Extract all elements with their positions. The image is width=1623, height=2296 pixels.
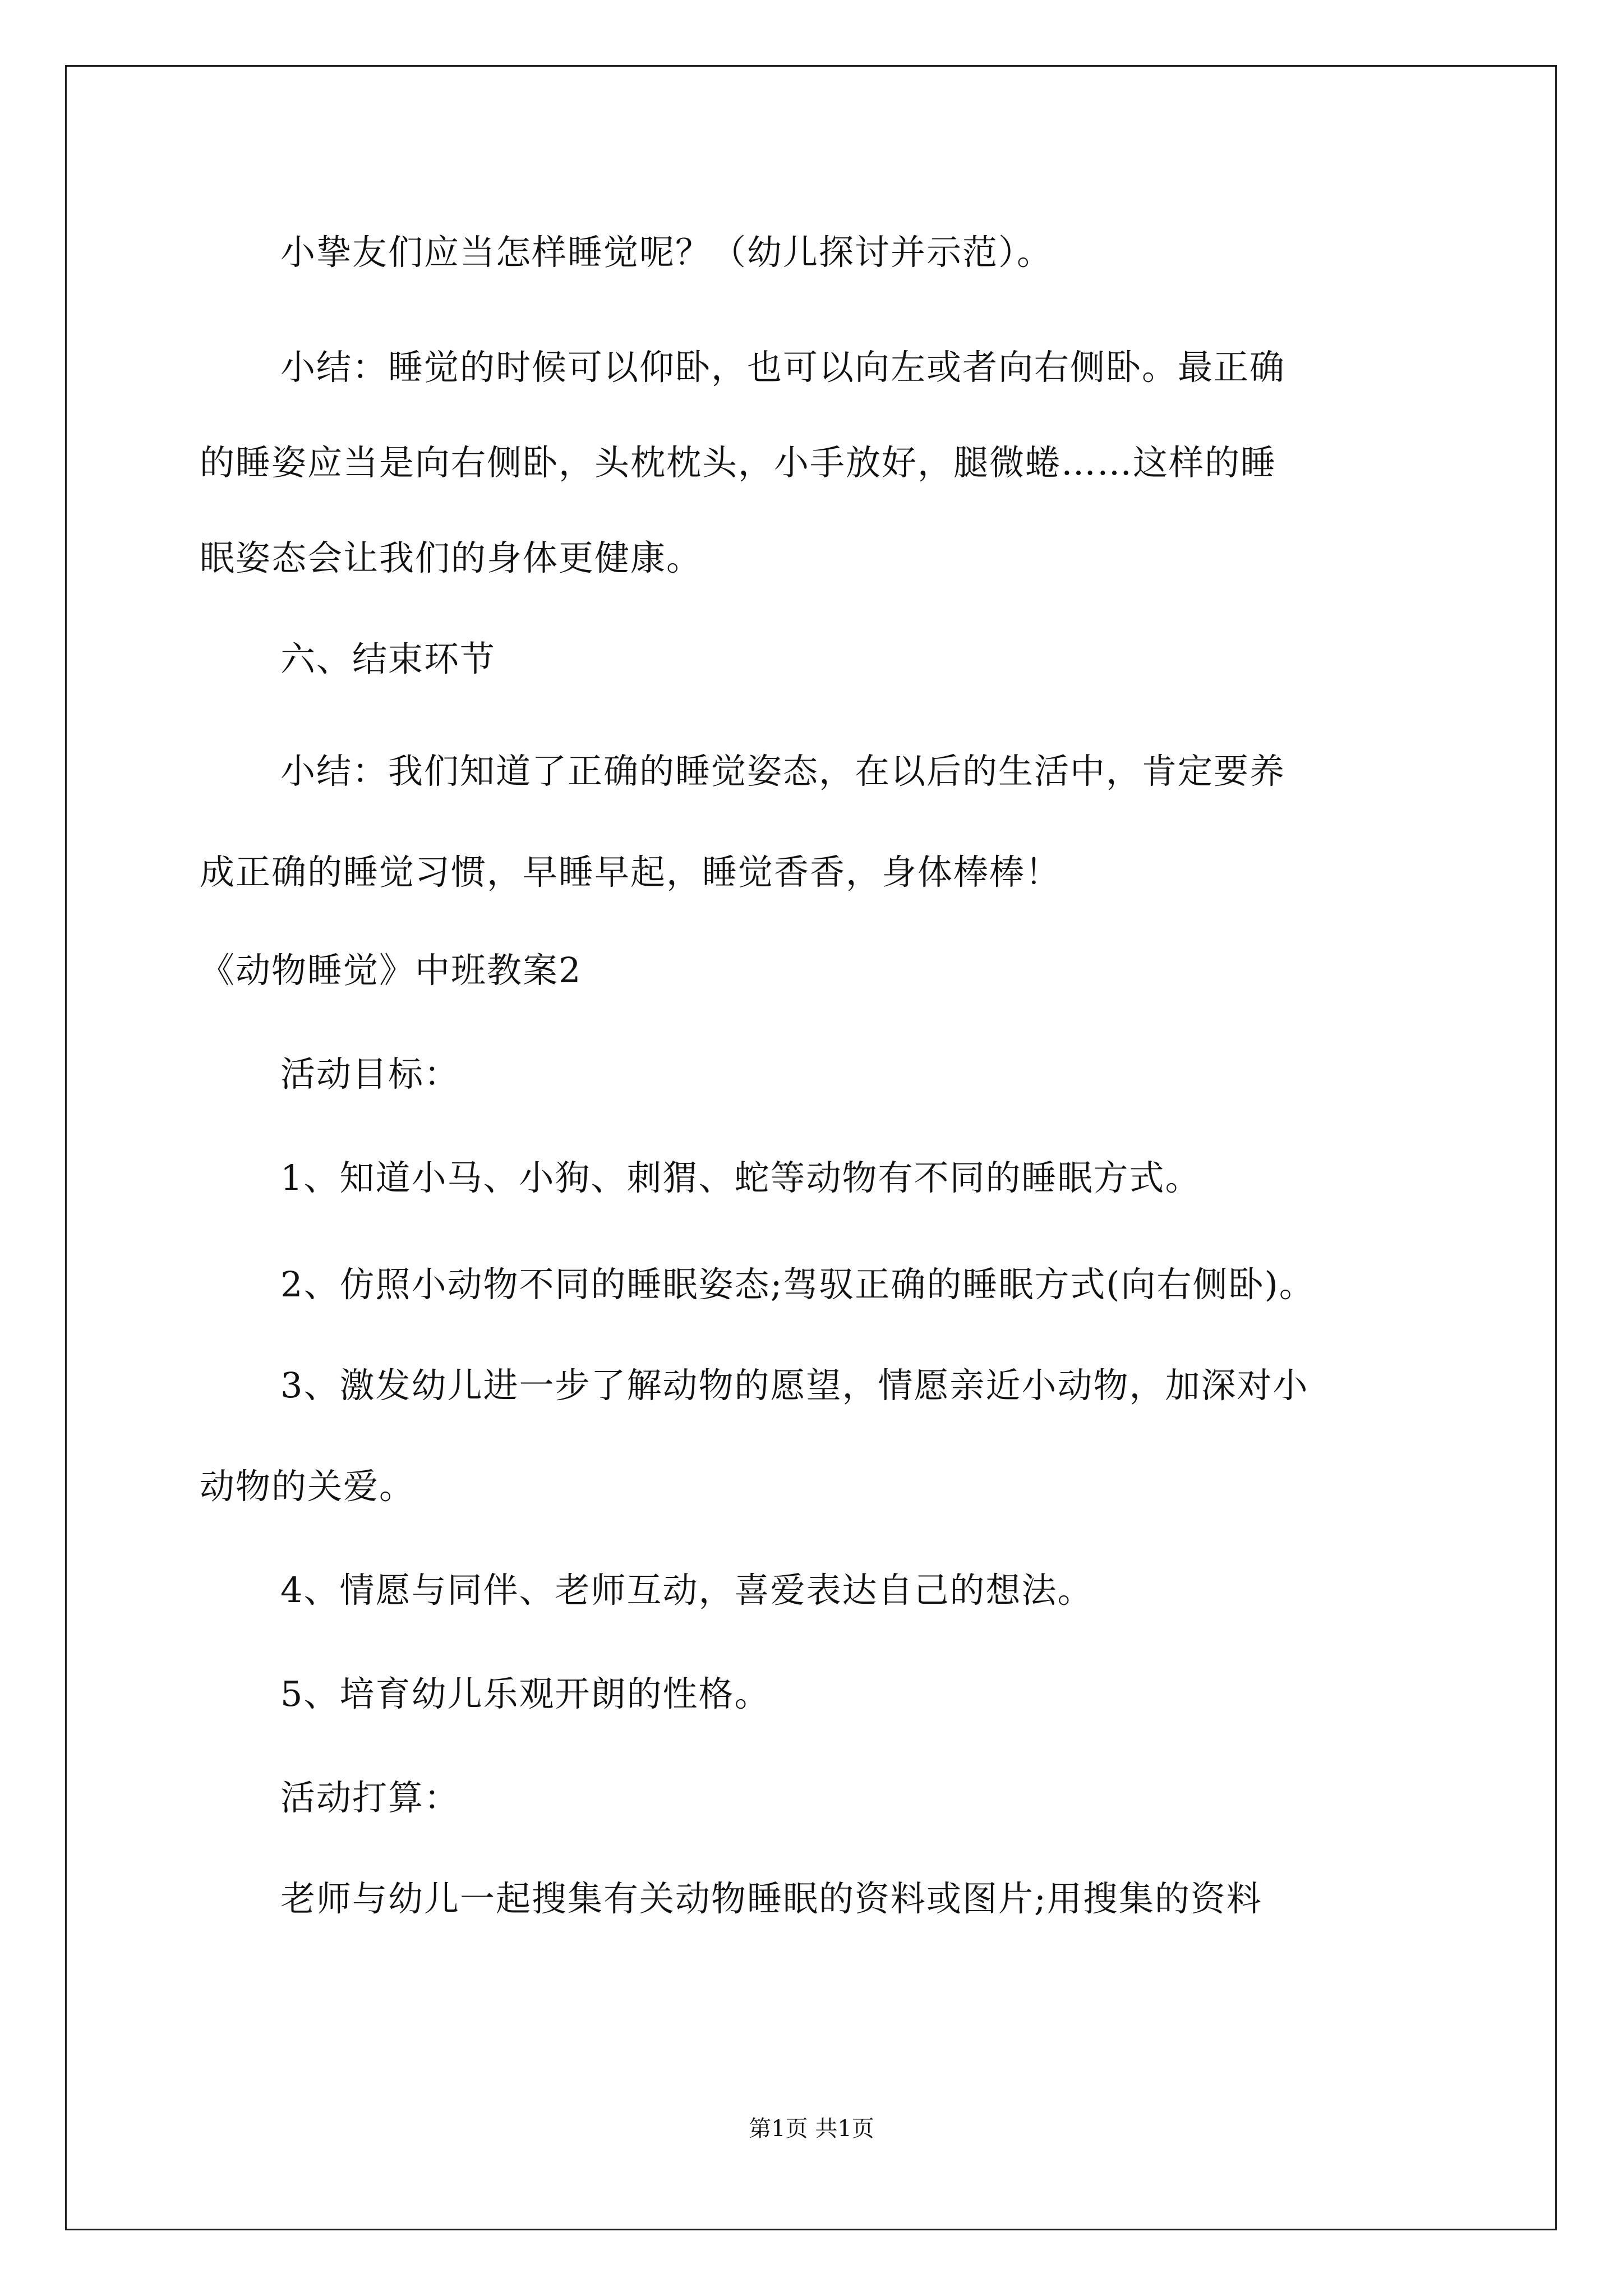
list-item: 4、情愿与同伴、老师互动，喜爱表达自己的想法。 bbox=[280, 1570, 1094, 1611]
paragraph-line: 的睡姿应当是向右侧卧，头枕枕头，小手放好，腿微蜷……这样的睡 bbox=[200, 442, 1277, 483]
paragraph-line: 眠姿态会让我们的身体更健康。 bbox=[200, 537, 703, 578]
document-title: 《动物睡觉》中班教案2 bbox=[200, 950, 582, 991]
paragraph-line: 小挚友们应当怎样睡觉呢？（幼儿探讨并示范）。 bbox=[280, 232, 1053, 273]
paragraph-line: 老师与幼儿一起搜集有关动物睡眠的资料或图片;用搜集的资料 bbox=[280, 1878, 1262, 1919]
paragraph-line: 成正确的睡觉习惯，早睡早起，睡觉香香，身体棒棒！ bbox=[200, 852, 1062, 892]
paragraph-line: 小结：我们知道了正确的睡觉姿态，在以后的生活中，肯定要养 bbox=[280, 751, 1286, 792]
paragraph-line: 动物的关爱。 bbox=[200, 1466, 416, 1507]
page-footer: 第1页 共1页 bbox=[749, 2116, 874, 2142]
list-item: 3、激发幼儿进一步了解动物的愿望，情愿亲近小动物，加深对小 bbox=[280, 1365, 1309, 1406]
list-item: 5、培育幼儿乐观开朗的性格。 bbox=[280, 1673, 771, 1714]
section-heading: 活动目标： bbox=[280, 1053, 460, 1094]
list-item: 2、仿照小动物不同的睡眠姿态;驾驭正确的睡眠方式(向右侧卧)。 bbox=[280, 1264, 1315, 1305]
section-heading: 活动打算： bbox=[280, 1777, 460, 1818]
list-item: 1、知道小马、小狗、刺猬、蛇等动物有不同的睡眠方式。 bbox=[280, 1157, 1201, 1198]
section-heading: 六、结束环节 bbox=[280, 638, 496, 679]
paragraph-line: 小结：睡觉的时候可以仰卧，也可以向左或者向右侧卧。最正确 bbox=[280, 347, 1286, 388]
